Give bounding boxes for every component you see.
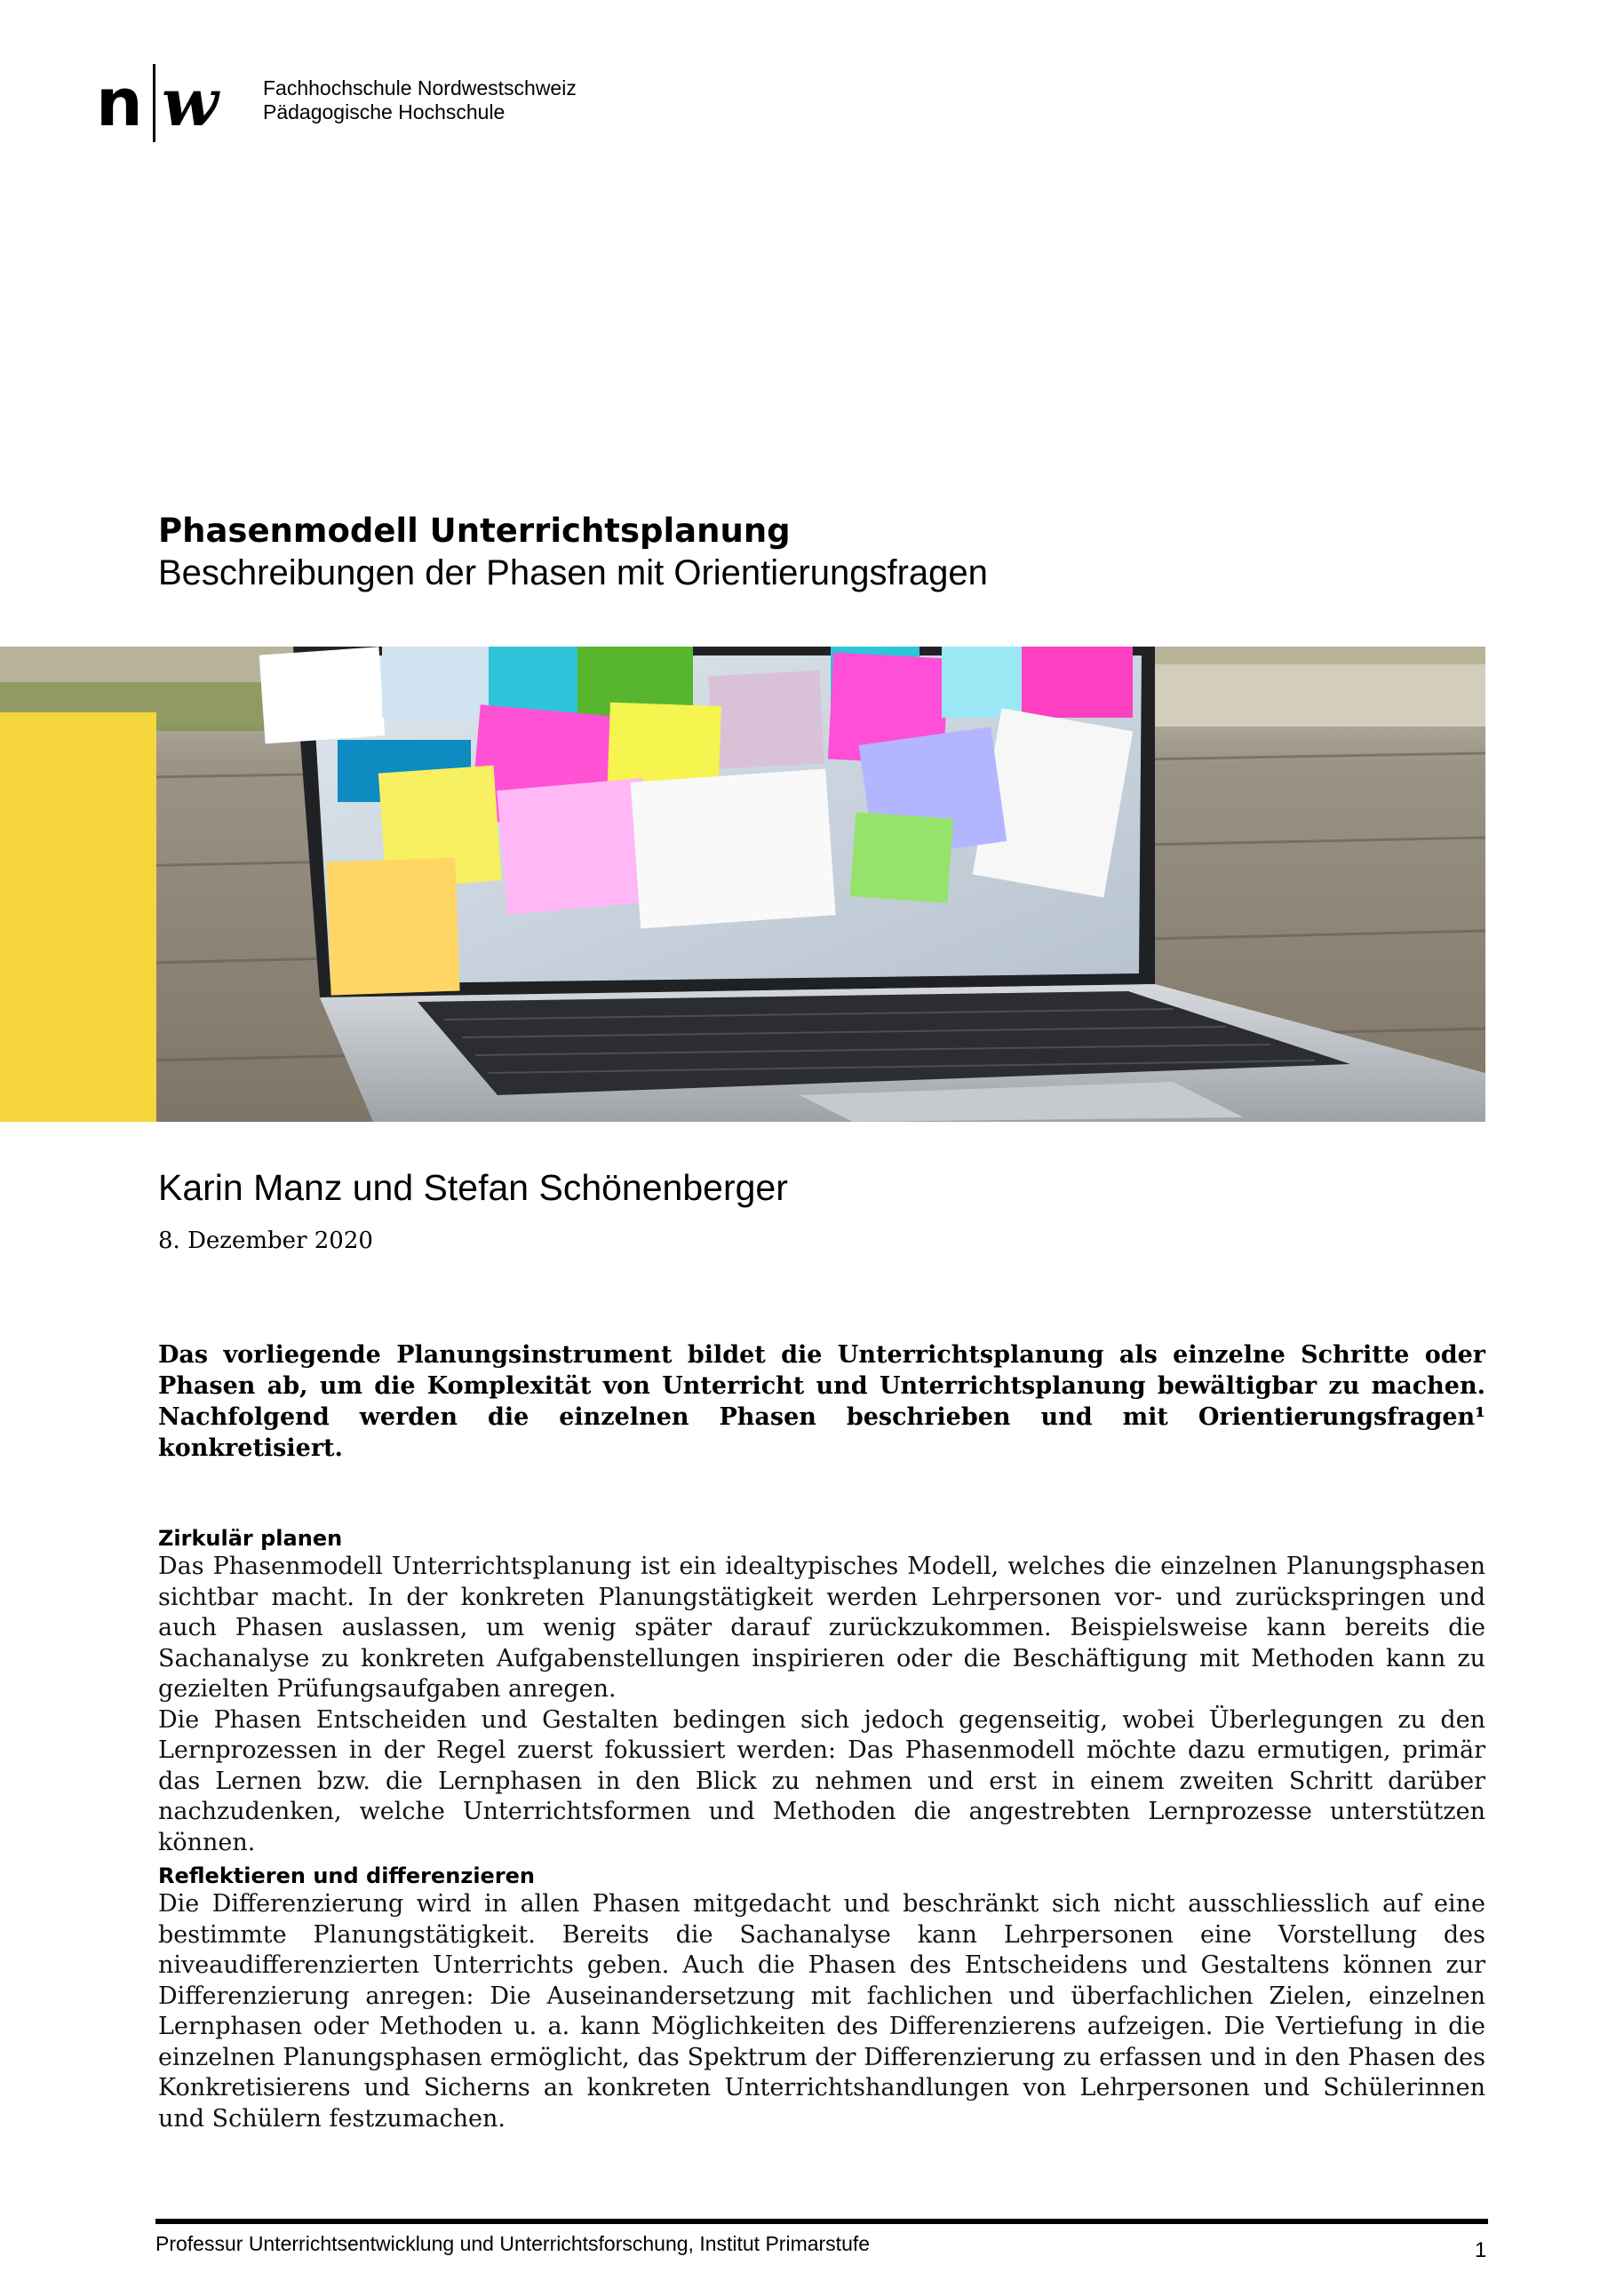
authors: Karin Manz und Stefan Schönenberger	[158, 1167, 788, 1208]
nw-logo-mark	[96, 64, 243, 144]
section-reflektieren-differenzieren	[158, 1863, 1485, 2134]
footer-divider	[155, 2219, 1488, 2224]
title-block	[158, 511, 1491, 594]
page-number: 1	[1475, 2238, 1487, 2262]
institution-name-line1: Fachhochschule Nordwestschweiz	[263, 76, 577, 99]
section-paragraph: Die Differenzierung wird in allen Phasen mitgedacht und beschränkt sich nicht ausschliesslich auf eine bestimmte Planungstätigkeit. Bereits die Sachanalyse kann Lehrpersonen eine Vorstellung des niveaudifferenzierten Unterrichts geben. Auch die Phasen des Entscheidens und Gestaltens können zur Differenzierung anregen: Die Auseinandersetzung mit fachlichen und überfachlichen Zielen, einzelnen Lernphasen oder Methoden u. a. kann Möglichkeiten des Differenzierens aufzeigen. Die Vertiefung in die einzelnen Planungsphasen ermöglicht, das Spektrum der Differenzierung zu erfassen und in den Phasen des Konkretisierens und Sicherns an konkreten Unterrichtshandlungen von Lehrpersonen und Schülerinnen und Schülern festzumachen.	[158, 1890, 1485, 2133]
publication-date: 8. Dezember 2020	[158, 1227, 373, 1254]
institution-name	[263, 76, 707, 124]
page-subtitle: Beschreibungen der Phasen mit Orientierungsfragen	[158, 553, 988, 592]
logo-letter-w: w	[162, 65, 219, 141]
section-paragraph: Das Phasenmodell Unterrichtsplanung ist ein idealtypisches Modell, welches die einzelnen Planungsphasen sichtbar macht. In der konkreten Planungstätigkeit werden Lehrpersonen vor- und zurückspringen und auch Phasen auslassen, um wenig später darauf zurückzukommen. Beispielsweise kann bereits die Sachanalyse zu konkreten Aufgabenstellungen inspirieren oder die Beschäftigung mit Methoden kann zu gezielten Prüfungsaufgaben anregen.	[158, 1553, 1485, 1703]
laptop-sticky-notes-illustration	[0, 647, 1485, 1122]
logo-divider	[153, 64, 155, 142]
logo-letter-n: n	[96, 65, 143, 141]
page-title: Phasenmodell Unterrichtsplanung	[158, 512, 791, 550]
section-heading: Reflektieren und differenzieren	[158, 1863, 536, 1888]
section-zirkulaer-planen	[158, 1525, 1485, 1858]
hero-image	[0, 647, 1485, 1122]
institution-name-line2: Pädagogische Hochschule	[263, 100, 506, 123]
section-paragraph: Die Phasen Entscheiden und Gestalten bedingen sich jedoch gegenseitig, wobei Überlegungen zu den Lernprozessen in der Regel zuerst fokussiert werden: Das Phasenmodell möchte dazu ermutigen, primär das Lernen bzw. die Lernphasen in den Blick zu nehmen und erst in einem zweiten Schritt darüber nachzudenken, welche Unterrichtsformen und Methoden die angestrebten Lernprozesse unterstützen können.	[158, 1705, 1485, 1856]
intro-paragraph: Das vorliegende Planungsinstrument bildet die Unterrichtsplanung als einzelne Schritte oder Phasen ab, um die Komplexität von Unterricht und Unterrichtsplanung bewältigbar zu machen. Nachfolgend werden die einzelnen Phasen beschrieben und mit Orientierungsfragen¹ konkretisiert.	[158, 1341, 1485, 1462]
section-heading: Zirkulär planen	[158, 1526, 343, 1551]
footer-text: Professur Unterrichtsentwicklung und Unterrichtsforschung, Institut Primarstufe	[155, 2232, 871, 2255]
